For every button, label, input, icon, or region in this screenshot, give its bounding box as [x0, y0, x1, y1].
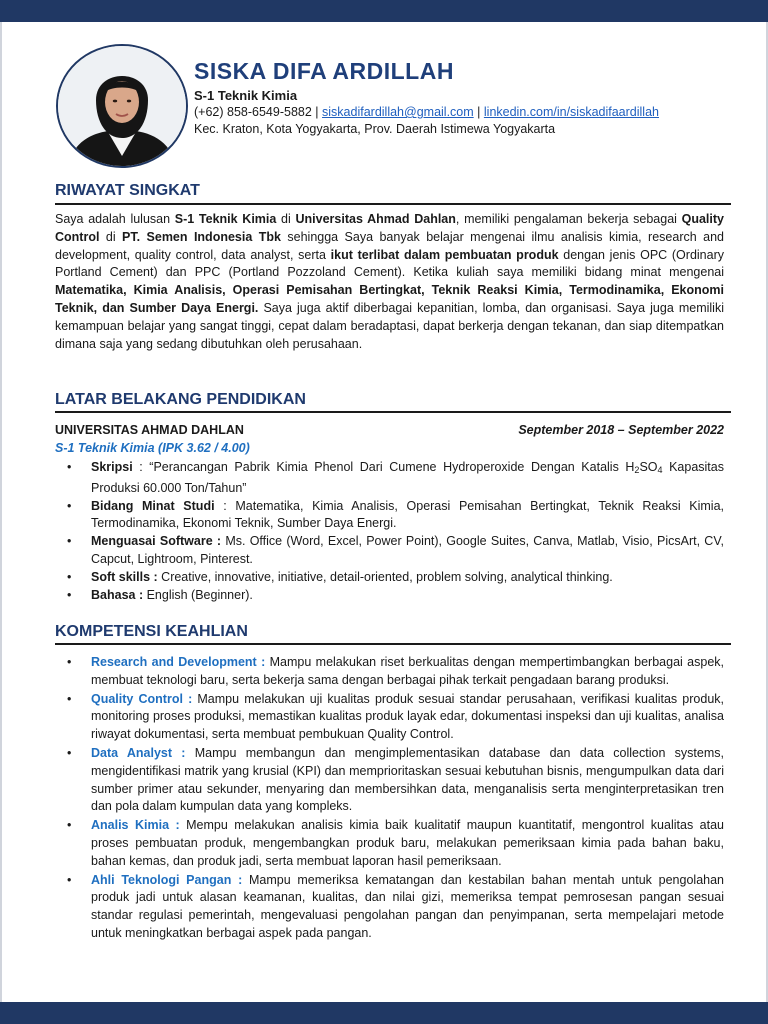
- list-item: [55, 691, 724, 744]
- item-text: : “Perancangan Pabrik Kimia Phenol Dari Cumene Hydroperoxide Dengan Katalis H: [132, 460, 635, 474]
- bullet-icon: •: [67, 872, 72, 887]
- item-text: Mampu melakukan riset berkualitas dengan mempertimbangkan berbagai aspek, membuat teknologi baru, serta bekerja sama dengan berbagai pihak terkait pengadaan barang produksi.: [91, 655, 724, 687]
- summary-bold: S-1 Teknik Kimia: [174, 212, 277, 226]
- summary-text: Saya juga aktif diberbagai kepanitian, lomba, dan organisasi. Saya juga memiliki kemampuan belajar yang sangat tinggi, cepat dalam beradaptasi, dapat berkerja dengan tekanan, dan siap ditempatkan dimana saja yang sedang dibutuhkan oleh perusahaan.: [55, 300, 724, 351]
- contact-line: [194, 105, 659, 119]
- bullet-icon: •: [67, 587, 72, 602]
- item-label: Bidang Minat Studi: [91, 498, 215, 513]
- item-label: Research and Development :: [91, 655, 266, 669]
- email-link[interactable]: siskadifardillah@gmail.com: [322, 105, 474, 119]
- section-divider: [55, 643, 731, 645]
- list-item: [55, 569, 724, 587]
- linkedin-link[interactable]: linkedin.com/in/siskadifaardillah: [483, 105, 659, 119]
- summary-text: di: [99, 229, 123, 244]
- education-list: [55, 459, 724, 604]
- item-label: Skripsi: [91, 460, 133, 474]
- item-text: Mampu memeriksa kematangan dan kestabilan bahan mentah untuk pengolahan produk jadi untuk alasan keamanan, kualitas, dan nilai gizi, memeriksa tempat pemrosesan pangan sesuai standar regulasi pemerintah, mengevaluasi pengolahan pangan dan penyimpanan, serta mempelajari metode untuk meningkatkan berbagai aspek pada pangan.: [91, 872, 724, 940]
- list-item: [55, 587, 724, 605]
- summary-bold: PT. Semen Indonesia Tbk: [122, 229, 281, 244]
- bullet-icon: •: [67, 498, 72, 513]
- list-item: [55, 817, 724, 870]
- profile-photo: [56, 44, 188, 168]
- bullet-icon: •: [67, 745, 72, 760]
- summary-paragraph: [55, 211, 724, 353]
- item-text: Ms. Office (Word, Excel, Power Point), Google Suites, Canva, Matlab, Visio, PicsArt, CV, Capcut, Lightroom, Pinterest.: [91, 534, 724, 566]
- section-divider: [55, 411, 731, 413]
- section-divider: [55, 203, 731, 205]
- summary-text: , memiliki pengalaman bekerja sebagai: [455, 212, 682, 226]
- summary-text: sehingga Saya banyak belajar mengenai ilmu analisis kimia, research and development, quality control, data analyst, serta: [55, 229, 724, 262]
- item-label: Bahasa :: [91, 587, 144, 602]
- item-label: Analis Kimia :: [91, 818, 180, 833]
- summary-bold: ikut terlibat dalam pembuatan produk: [330, 247, 559, 262]
- left-border: [0, 22, 2, 1002]
- summary-bold: Matematika, Kimia Analisis, Operasi Pemisahan Bertingkat, Teknik Reaksi Kimia, Termodinamika, Ekonomi Teknik, dan Sumber Daya Energi.: [55, 283, 724, 315]
- item-text: English (Beginner).: [143, 587, 253, 602]
- list-item: [55, 533, 724, 569]
- item-text: SO: [639, 460, 658, 474]
- top-banner-bar: [0, 0, 768, 22]
- phone-number: (+62) 858-6549-5882: [194, 105, 312, 119]
- contact-separator: |: [477, 105, 481, 119]
- list-item: [55, 654, 724, 690]
- summary-bold: Quality Control: [55, 212, 724, 244]
- candidate-degree: S-1 Teknik Kimia: [194, 88, 298, 103]
- bullet-icon: •: [67, 818, 72, 833]
- item-text: Mampu membangun dan mengimplementasikan database dan data collection systems, mengidentifikasi matrik yang krusial (KPI) dan memprioritaskan sesuai kebutuhan bisnis, mengumpulkan data dari sumber primer atau sekunder, menyaring dan membersihkan data, menganalisis serta menginterpretasikan tren dan pola dalam kumpulan data yang kompleks.: [91, 745, 724, 814]
- item-text: Kapasitas Produksi 60.000 Ton/Tahun”: [91, 460, 724, 495]
- summary-text: dengan jenis OPC (Ordinary Portland Cement) dan PPC (Portland Pozzoland Cement). Ketika kuliah saya memiliki bidang minat mengenai: [55, 247, 724, 280]
- university-name: UNIVERSITAS AHMAD DAHLAN: [55, 423, 244, 437]
- bullet-icon: •: [67, 569, 72, 584]
- item-label: Menguasai Software :: [91, 534, 222, 549]
- competence-list: [55, 654, 724, 943]
- item-text: : Matematika, Kimia Analisis, Operasi Pemisahan Bertingkat, Teknik Reaksi Kimia, Termodinamika, Ekonomi Teknik, Sumber Daya Energi.: [91, 498, 725, 531]
- list-item: [55, 872, 724, 943]
- candidate-name: SISKA DIFA ARDILLAH: [194, 58, 454, 84]
- list-item: [55, 459, 724, 498]
- item-text: Mampu melakukan uji kualitas produk sesuai standar perusahaan, verifikasi kualitas produk, monitoring proses produksi, memastikan kualitas produk layak edar, dokumentasi inspeksi dan uji kualitas, analisa riwayat dokumentasi, serta membuat pembukuan Quality Control.: [91, 691, 724, 742]
- education-date: September 2018 – September 2022: [518, 423, 724, 437]
- bullet-icon: •: [67, 691, 72, 706]
- item-text: Mempu melakukan analisis kimia baik kualitatif maupun kuantitatif, mengontrol kualitas atau proses pembuatan produk, mengembangkan produk baru, melakukan pemeriksaan kimia pada bahan baku, bahan kemas, dan produk jadi, serta membuat laporan hasil pemeriksaan.: [91, 818, 724, 868]
- summary-bold: Universitas Ahmad Dahlan: [295, 212, 456, 226]
- list-item: [55, 498, 724, 534]
- item-label: Data Analyst :: [91, 745, 186, 760]
- list-item: [55, 745, 724, 816]
- summary-text: di: [276, 212, 296, 226]
- item-label: Quality Control :: [91, 691, 193, 706]
- item-label: Soft skills :: [91, 569, 158, 584]
- subscript: 2: [634, 465, 640, 475]
- education-row: [55, 423, 724, 437]
- bullet-icon: •: [67, 534, 72, 549]
- profile-portrait-icon: [58, 46, 186, 166]
- section-title-competence: KOMPETENSI KEAHLIAN: [55, 623, 248, 640]
- contact-separator: |: [315, 105, 319, 119]
- item-text: Creative, innovative, initiative, detail-oriented, problem solving, analytical thinking.: [157, 569, 613, 584]
- program-gpa: S-1 Teknik Kimia (IPK 3.62 / 4.00): [55, 441, 250, 455]
- address: Kec. Kraton, Kota Yogyakarta, Prov. Daerah Istimewa Yogyakarta: [194, 122, 556, 136]
- subscript: 4: [657, 465, 663, 475]
- bullet-icon: •: [67, 655, 72, 669]
- section-title-summary: RIWAYAT SINGKAT: [55, 182, 200, 199]
- summary-text: Saya adalah lulusan: [55, 212, 175, 226]
- section-title-education: LATAR BELAKANG PENDIDIKAN: [55, 391, 306, 408]
- bullet-icon: •: [67, 460, 72, 474]
- item-label: Ahli Teknologi Pangan :: [91, 872, 243, 887]
- bottom-banner-bar: [0, 1002, 768, 1024]
